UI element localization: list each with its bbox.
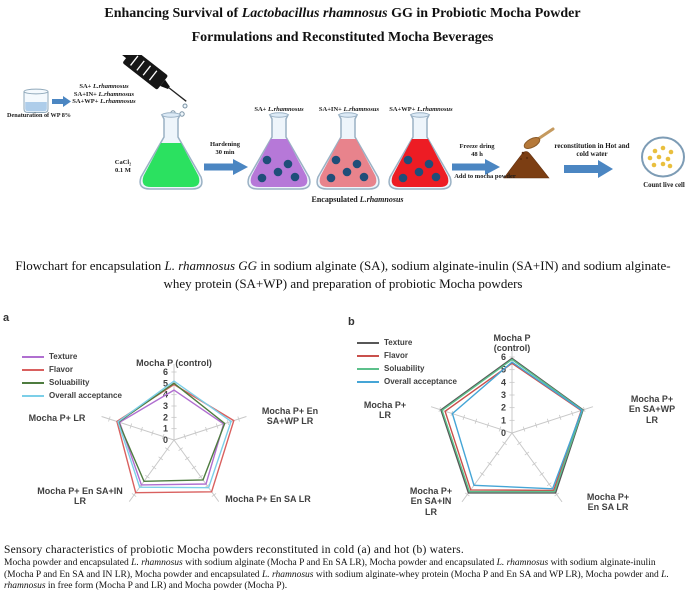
arrow-hardening <box>204 159 248 175</box>
spoon-handle <box>538 129 553 139</box>
title-text-suffix: GG in Probiotic Mocha Powder <box>387 6 581 21</box>
figure-title-line1 <box>0 6 685 22</box>
legend-item <box>22 389 122 402</box>
axis-tick <box>495 452 499 455</box>
tick-label: 5 <box>500 364 506 375</box>
sensory-caption <box>4 544 681 593</box>
hardening-line2: 30 min <box>215 148 235 156</box>
flask-label-species: L.rhamnosus <box>417 106 453 113</box>
recon-line2: cold water <box>576 150 608 159</box>
caption-species-italic: L. rhamnosus <box>4 569 669 591</box>
legend-label: Soluability <box>49 378 90 387</box>
axis-label: Mocha P+ LR <box>28 413 86 423</box>
legend-label: Flavor <box>49 365 74 374</box>
tick-label: 0 <box>500 428 506 438</box>
legend-label: Texture <box>49 352 78 361</box>
encapsulated-species: L.rhamnosus <box>359 195 404 204</box>
axis-tick <box>502 442 506 445</box>
freeze-line2: 48 h <box>471 150 483 158</box>
legend-swatch <box>357 368 379 370</box>
axis-tick <box>488 462 492 465</box>
caption-suffix: in sodium alginate (SA), sodium alginate-inulin (SA+IN) and sodium alginate-whey protein (SA+WP) and preparation of probiotic Mocha powders <box>163 258 671 291</box>
reconstitution-label <box>547 142 637 159</box>
mocha-powder-pile-icon <box>504 129 553 178</box>
radar-plot-a <box>0 308 345 550</box>
axis-tick <box>517 442 521 445</box>
caption-seg: with sodium alginate-inulin (Mocha P and En SA and IN LR), Mocha powder and encapsulated <box>4 558 656 580</box>
flask-sa <box>248 113 310 189</box>
legend-label: Flavor <box>384 351 409 360</box>
tick-label: 6 <box>162 367 168 377</box>
tick-label: 1 <box>162 423 168 434</box>
cacl2-label <box>106 159 140 174</box>
legend-swatch <box>22 369 44 371</box>
axis-tick <box>145 475 149 478</box>
tick-label: 1 <box>500 415 506 426</box>
axis-label: Mocha P (control) <box>136 358 212 368</box>
legend-item <box>357 336 457 349</box>
beaker-label: Denaturation of WP 8% <box>7 112 71 119</box>
cacl2-line2: 0.1 M <box>115 166 131 174</box>
axis-tick <box>547 483 551 486</box>
tick-label: 0 <box>162 435 168 445</box>
axis-label: Mocha P+ En SA LR <box>225 494 311 504</box>
legend-swatch <box>357 381 379 383</box>
axis-tick <box>132 493 136 496</box>
radar-series-flavor <box>117 385 234 493</box>
flask-label-prefix: SA+ <box>254 106 269 113</box>
flask-sa-wp <box>389 113 451 189</box>
title-text: Enhancing Survival of <box>104 6 242 21</box>
encapsulated-prefix: Encapsulated <box>311 195 360 204</box>
flask-label-species: L.rhamnosus <box>343 106 380 113</box>
legend-label: Overall acceptance <box>384 377 457 386</box>
axis-tick <box>165 448 169 451</box>
panel-label-b: b <box>348 316 355 328</box>
injection-mix-labels <box>64 83 144 106</box>
radar-chart-b <box>343 308 685 550</box>
flask-sa-in <box>317 113 379 189</box>
axis-tick <box>525 452 529 455</box>
title-species-italic: Lactobacillus rhamnosus <box>241 6 388 21</box>
flask-label-prefix: SA+WP+ <box>389 106 418 113</box>
injection-mix-label: SA+IN+ L.rhamnosus <box>73 90 135 98</box>
flask-label-prefix: SA+IN+ <box>318 106 344 113</box>
flowchart-caption <box>12 257 674 293</box>
legend-item <box>22 350 122 363</box>
flask-label-species: L.rhamnosus <box>268 106 304 113</box>
flask-cacl2 <box>140 113 202 189</box>
axis-tick <box>152 466 156 469</box>
freeze-line1: Freeze dring <box>459 143 495 150</box>
recon-line1: reconstitution in Hot and <box>554 142 630 150</box>
axis-tick <box>540 472 544 475</box>
legend-swatch <box>357 342 379 344</box>
cacl2-line1: CaCl₂ <box>114 159 132 166</box>
axis-tick <box>532 462 536 465</box>
figure-title-line2: Formulations and Reconstituted Mocha Beverages <box>191 30 494 45</box>
axis-tick <box>179 448 183 451</box>
legend-a <box>22 350 122 402</box>
legend-swatch <box>22 356 44 358</box>
flask-liquid <box>143 143 200 187</box>
tick-label: 4 <box>162 389 168 400</box>
axis-tick <box>480 472 484 475</box>
count-live-cell-label: Count live cell <box>643 182 685 189</box>
legend-item <box>357 349 457 362</box>
axis-label: Mocha P+ En SA+IN LR <box>37 486 123 507</box>
legend-label: Texture <box>384 338 413 347</box>
axis-tick <box>199 475 203 478</box>
axis-tick <box>159 457 163 460</box>
axis-label: Mocha P+ En SA LR <box>586 492 630 513</box>
caption-species-italic: L. rhamnosus <box>131 558 183 568</box>
freeze-drying-label <box>450 143 504 158</box>
beaker-icon <box>24 89 48 112</box>
hardening-line1: Hardening <box>210 141 240 148</box>
injection-mix-label: SA+ L.rhamnosus <box>79 83 129 90</box>
legend-swatch <box>22 382 44 384</box>
caption-species-italic: L. rhamnosus GG <box>164 258 258 273</box>
caption-species-italic: L. rhamnosus <box>261 569 314 580</box>
hardening-label <box>202 141 248 156</box>
tick-label: 4 <box>500 377 506 388</box>
legend-b <box>357 336 457 388</box>
legend-item <box>357 362 457 375</box>
tick-label: 6 <box>500 352 506 362</box>
tick-label: 5 <box>162 378 168 389</box>
legend-label: Soluability <box>384 364 425 373</box>
legend-swatch <box>22 395 44 397</box>
sensory-caption-heading: Sensory characteristics of probiotic Mocha powders reconstituted in cold (a) and hot (b) waters. <box>4 544 464 556</box>
flask-label-sa-in <box>310 106 388 114</box>
injection-mix-label: SA+WP+ L.rhamnosus <box>72 98 136 106</box>
petri-dish-icon <box>642 138 684 177</box>
encapsulated-label <box>285 195 430 204</box>
spoon-bowl <box>523 135 542 150</box>
axis-label: Mocha P+ En SA+WP LR <box>628 394 676 425</box>
legend-item <box>22 363 122 376</box>
radar-chart-a <box>0 308 345 550</box>
axis-label: Mocha P+ En SA+IN LR <box>409 486 453 517</box>
legend-label: Overall acceptance <box>49 391 122 400</box>
caption-seg: in free form (Mocha P and LR) and Mocha powder (Mocha P). <box>45 581 288 591</box>
axis-label: Mocha P+ LR <box>363 400 407 421</box>
caption-prefix: Flowchart for encapsulation <box>15 258 165 273</box>
legend-swatch <box>357 355 379 357</box>
tick-label: 2 <box>162 412 168 423</box>
axis-tick <box>185 457 189 460</box>
legend-item <box>357 375 457 388</box>
axis-tick <box>192 466 196 469</box>
caption-seg: with sodium alginate (Mocha P and En SA LR), Mocha powder and encapsulated <box>182 558 497 568</box>
caption-seg: with sodium alginate-whey protein (Mocha P and En SA and WP LR), Mocha powder and <box>313 569 662 580</box>
legend-item <box>22 376 122 389</box>
axis-tick <box>212 493 216 496</box>
panel-label-a: a <box>3 312 10 324</box>
sensory-caption-body <box>4 558 681 593</box>
flask-label-sa-wp <box>380 106 462 114</box>
radar-series-overall-acceptance <box>118 381 231 488</box>
flask-label-sa <box>241 106 317 114</box>
tick-label: 3 <box>500 390 506 400</box>
caption-seg: Mocha powder and encapsulated <box>4 558 132 568</box>
arrow-reconstitution <box>564 160 613 178</box>
tick-label: 3 <box>162 401 168 411</box>
axis-label: Mocha P (control) <box>493 333 531 354</box>
add-powder-label: Add to mocha powder <box>454 173 516 180</box>
tick-label: 2 <box>500 402 506 413</box>
caption-species-italic: L. rhamnosus <box>496 558 549 568</box>
axis-label: Mocha P+ En SA+WP LR <box>261 406 319 427</box>
